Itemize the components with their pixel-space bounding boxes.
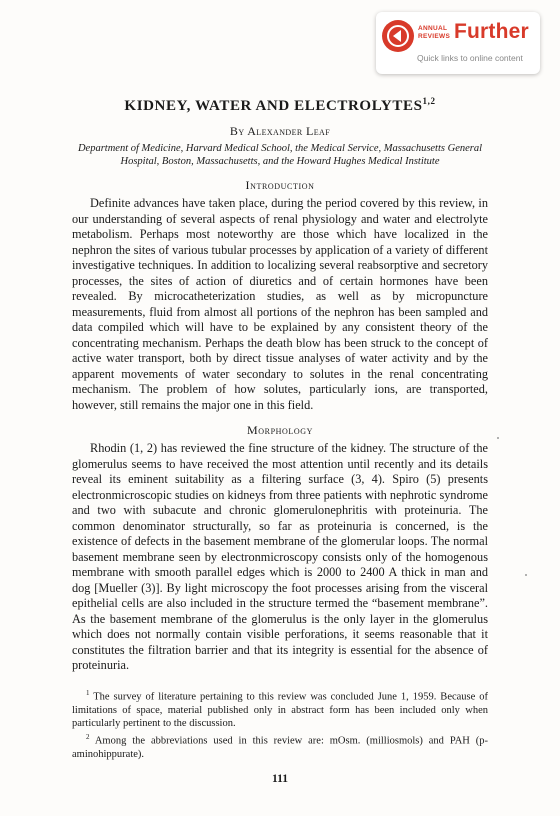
brand-line-2: REVIEWS	[418, 33, 451, 40]
section-heading-morphology: Morphology	[246, 423, 313, 437]
title-text: KIDNEY, WATER AND ELECTROLYTES	[124, 98, 423, 114]
article-title	[72, 92, 488, 115]
scan-speck	[525, 574, 527, 576]
introduction-paragraph: Definite advances have taken place, during the period covered by this review, in our understanding of several aspects of renal physiology and water and electrolyte metabolism. Perhaps most noteworthy are those which have localized in the nephron the sites of various tubular processes by application of a variety of different investigative techniques. In addition to localizing several reabsorptive and secretory processes, the sites of action of diuretics and of certain hormones have been revealed. By microcatheterization studies, as well as by micropuncture measurements, fluid from almost all portions of the nephron has been sampled and data compiled which will have to be explained by any consistent theory of the concentrating mechanism. Perhaps the death blow has been struck to the concept of active water transport, both by direct tissue analyses of water activity and by the apparent movements of water secondary to solutes in the renal concentrating mechanism. The problem of how solutes, particularly ions, are transported, however, still remains the major one in this field.	[72, 196, 488, 412]
title-footnote-marks: 1,2	[422, 96, 436, 106]
author-affiliation: Department of Medicine, Harvard Medical School, the Medical Service, Massachusetts General Hospital, Boston, Massachusetts, and the Howard Hughes Medical Institute	[77, 143, 483, 167]
page-number: 111	[272, 773, 288, 785]
footnote-1-text: The survey of literature pertaining to this review was concluded June 1, 1959. Because of limitations of space, material published only in abstract form has been included only when particularly pertinent to the discussion.	[72, 691, 488, 729]
footnote-2-text: Among the abbreviations used in this review are: mOsm. (milliosmols) and PAH (p-aminohippurate).	[72, 735, 488, 760]
morphology-paragraph: Rhodin (1, 2) has reviewed the fine structure of the kidney. The structure of the glomerulus seems to have received the most attention until recently and its details reveal its eminent suitability as a filtering surface (3, 4). Spiro (5) presents electronmicroscopic studies on kidneys from three patients with nephrotic syndrome and two with subacute and chronic glomerulonephritis with proteinuria. The common denominator structurally, so far as proteinuria is concerned, is the existence of defects in the basement membrane of the glomerular loops. The normal basement membrane seen by electronmicroscopy consists only of the homogenous membrane with smooth parallel edges which is 2000 to 2400 A thick in man and dog [Mueller (3)]. By light microscopy the foot processes arising from the visceral epithelial cells are also included in the structure termed the “basement membrane”. As the basement membrane of the glomerulus is the only layer in the glomerulus which does not normally contain visible perforations, it seems reasonable that it constitutes the filtration barrier and that its integrity is essential for the absence of proteinuria.	[72, 441, 488, 672]
scan-speck	[497, 437, 499, 439]
annual-reviews-further-badge[interactable]	[376, 12, 540, 74]
section-heading-introduction: Introduction	[245, 178, 315, 192]
play-arrow-icon	[382, 20, 414, 52]
article-page	[72, 92, 488, 785]
author-byline: By Alexander Leaf	[229, 124, 331, 138]
further-wordmark: Further	[454, 20, 529, 43]
footnotes	[72, 687, 488, 762]
further-tagline: Quick links to online content	[417, 53, 523, 63]
footnote-2	[72, 731, 488, 762]
footnote-2-mark: 2	[86, 732, 90, 741]
footnote-1-mark: 1	[86, 688, 90, 697]
brand-line-1: ANNUAL	[418, 25, 448, 32]
footnote-1	[72, 687, 488, 731]
